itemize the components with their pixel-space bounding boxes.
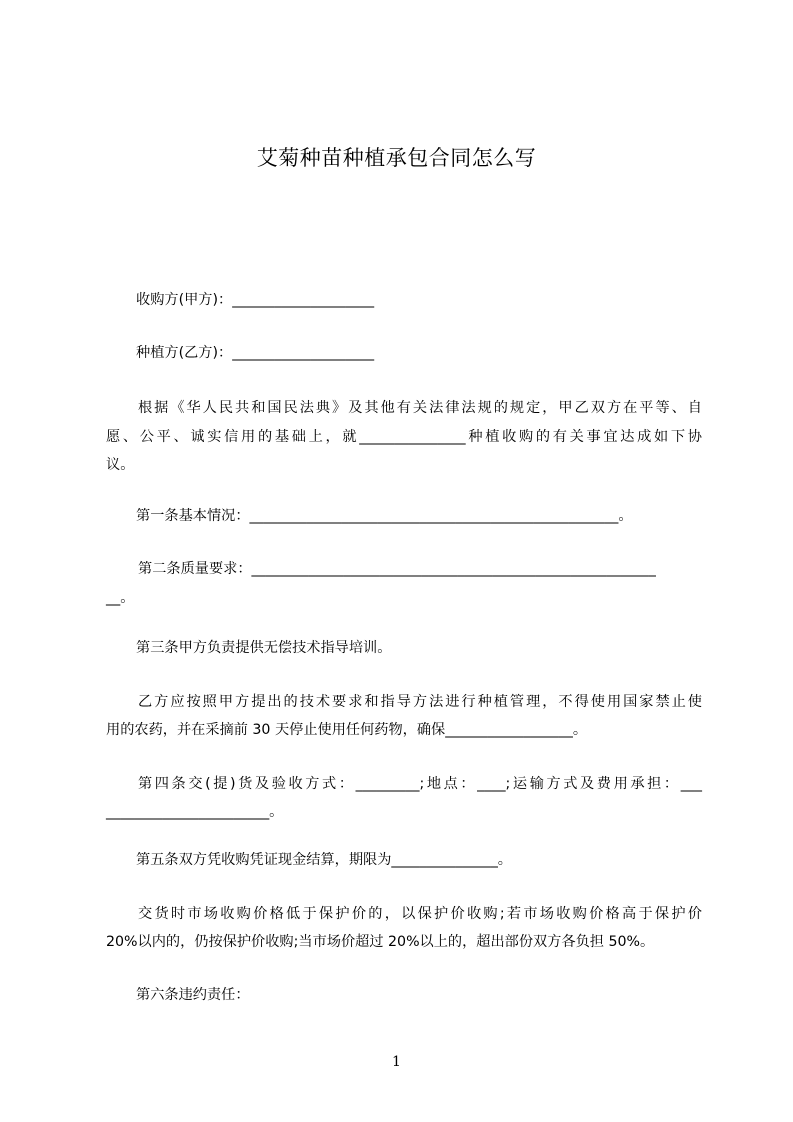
article-2-line-1: 第二条质量要求：_________________________________________________________: [138, 561, 656, 577]
article-3-line: 第三条甲方负责提供无偿技术指导培训。: [136, 640, 392, 656]
article-4-line-2: _______________________。: [106, 804, 284, 820]
price-rule-line-2: 20%以内的，仍按保护价收购;当市场价超过 20%以上的，超出部份双方各负担 50%。: [106, 934, 655, 950]
document-title: 艾菊种苗种植承包合同怎么写: [256, 146, 537, 170]
article-6-line: 第六条违约责任：: [136, 987, 250, 1003]
article-5-line: 第五条双方凭收购凭证现金结算，期限为_______________。: [136, 852, 512, 868]
buyer-party-line: 收购方(甲方)：____________________: [136, 292, 375, 308]
article-4-line-1: 第四条交(提)货及验收方式：_________;地点：____;运输方式及费用承担：___: [138, 776, 702, 792]
price-rule-line-1: 交货时市场收购价格低于保护价的，以保护价收购;若市场收购价格高于保护价: [138, 906, 702, 922]
preamble-line-1: 根据《华人民共和国民法典》及其他有关法律法规的规定，甲乙双方在平等、自: [138, 400, 702, 416]
article-3-detail-line-1: 乙方应按照甲方提出的技术要求和指导方法进行种植管理，不得使用国家禁止使: [138, 694, 702, 710]
article-2-line-2: __。: [106, 590, 135, 606]
page-number: 1: [392, 1054, 401, 1070]
article-3-detail-line-2: 用的农药，并在采摘前 30 天停止使用任何药物，确保__________________。: [106, 722, 588, 738]
preamble-line-3: 议。: [106, 457, 135, 473]
preamble-line-2: 愿、公平、诚实信用的基础上，就_______________种植收购的有关事宜达成如下协: [106, 429, 702, 445]
article-1-line: 第一条基本情况：____________________________________________________。: [136, 508, 633, 524]
grower-party-line: 种植方(乙方)：____________________: [136, 345, 375, 361]
